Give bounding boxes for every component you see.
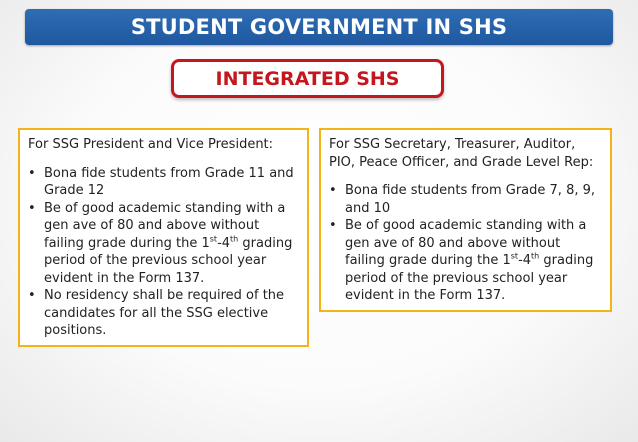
bullet-icon: • — [28, 165, 36, 181]
bullet-text-part: grading period of the previous school year evident in the Form 137. — [345, 253, 594, 303]
superscript: st — [209, 234, 218, 244]
right-bullet-list — [329, 182, 602, 305]
page-title: STUDENT GOVERNMENT IN SHS — [130, 15, 508, 39]
superscript: th — [230, 234, 239, 244]
bullet-icon: • — [329, 218, 337, 233]
bullet-text: Bona fide students from Grade 11 and Grade 12 — [44, 165, 294, 198]
subtitle-box — [171, 59, 444, 98]
title-banner — [25, 9, 613, 45]
bullet-text-part: Be of good academic standing with a gen ave of 80 and above without failing grade during the 1 — [44, 200, 286, 251]
left-panel-heading: For SSG President and Vice President: — [28, 137, 274, 152]
bullet-text-part: -4 — [518, 253, 532, 268]
left-criteria-panel — [18, 128, 309, 347]
list-item — [28, 200, 299, 288]
bullet-text-part: grading period of the previous school year evident in the Form 137. — [44, 235, 293, 286]
bullet-text: Bona fide students from Grade 7, 8, 9, and 10 — [345, 183, 596, 216]
bullet-icon: • — [28, 288, 36, 303]
superscript: th — [531, 251, 540, 261]
right-panel-heading: For SSG Secretary, Treasurer, Auditor, PIO, Peace Officer, and Grade Level Rep: — [329, 137, 594, 170]
bullet-icon: • — [329, 183, 337, 198]
bullet-text: No residency shall be required of the candidates for all the SSG elective positions. — [44, 288, 285, 338]
bullet-icon: • — [28, 200, 36, 216]
list-item — [28, 287, 299, 340]
superscript: st — [510, 251, 519, 261]
list-item — [329, 217, 602, 305]
right-criteria-panel — [319, 128, 612, 312]
bullet-text-part: -4 — [217, 235, 231, 251]
list-item — [329, 182, 602, 217]
left-bullet-list — [28, 165, 299, 340]
subtitle-label: INTEGRATED SHS — [215, 67, 400, 90]
bullet-text-part: Be of good academic standing with a gen ave of 80 and above without failing grade during the 1 — [345, 218, 587, 268]
list-item — [28, 165, 299, 200]
